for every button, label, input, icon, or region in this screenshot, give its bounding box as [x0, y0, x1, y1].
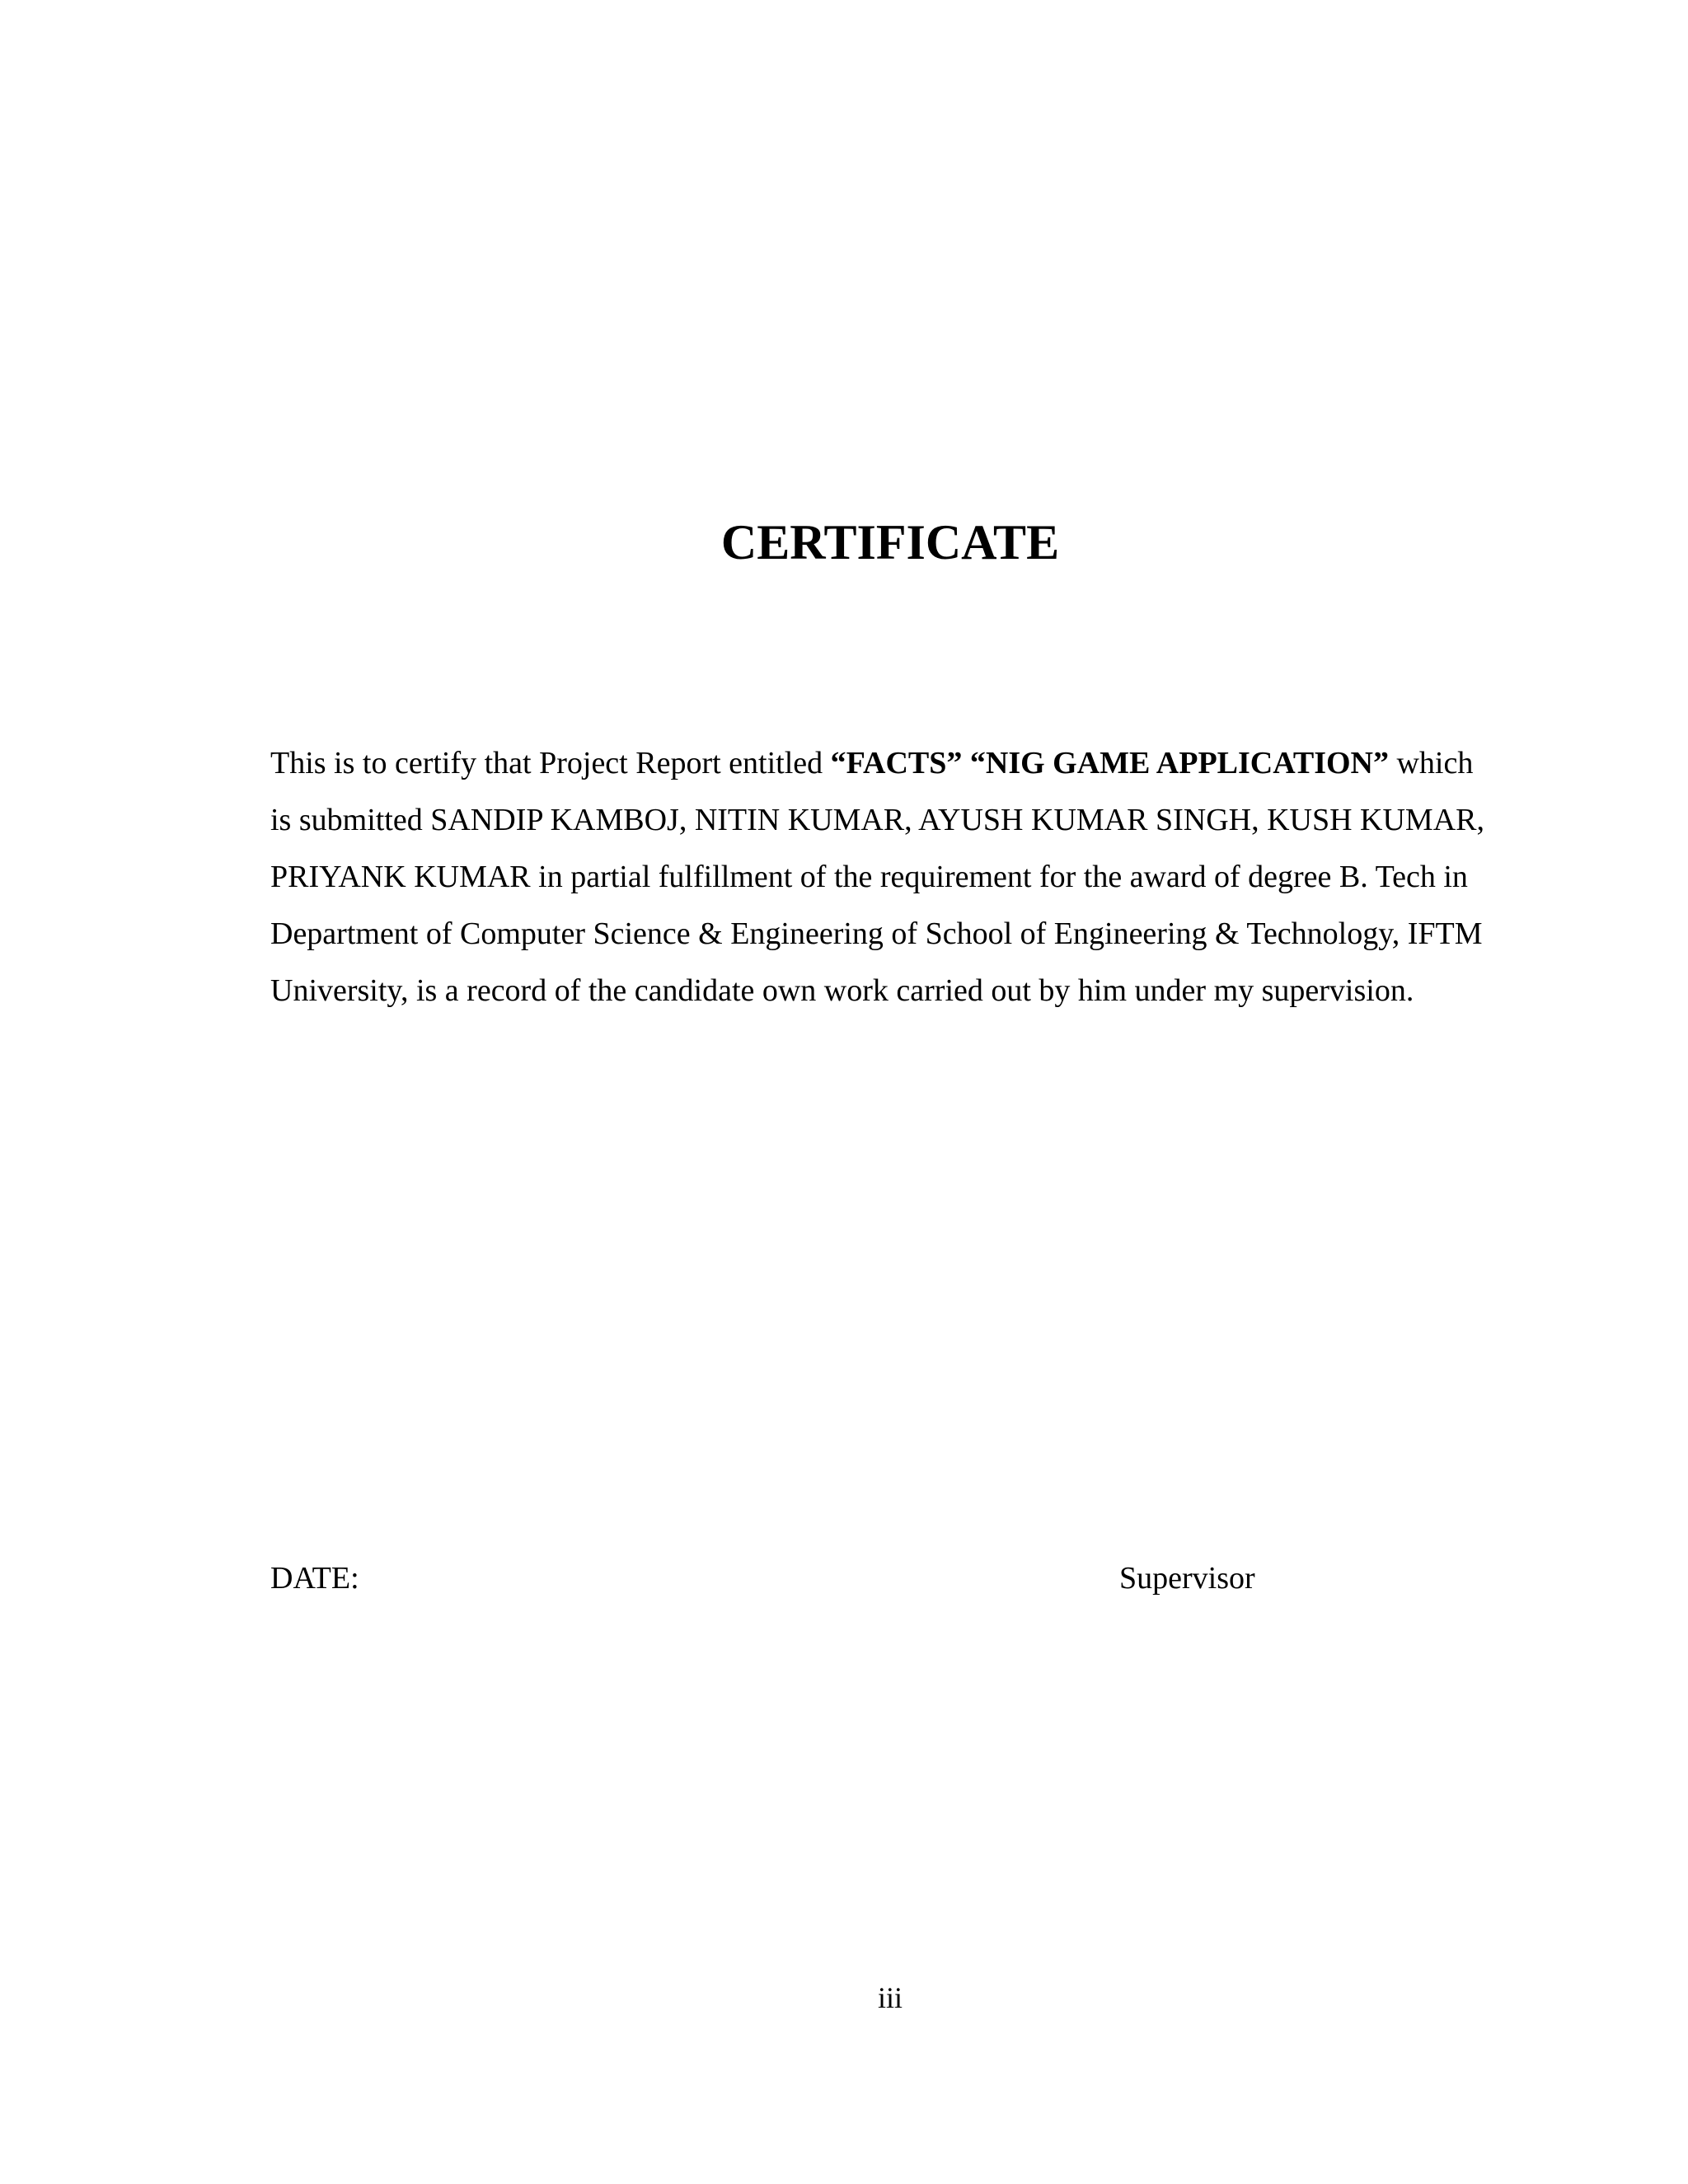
- page-number: iii: [877, 1981, 903, 2014]
- certificate-body: [270, 735, 1490, 1019]
- project-name: “FACTS” “NIG GAME APPLICATION”: [830, 746, 1389, 780]
- body-rest: which is submitted SANDIP KAMBOJ, NITIN KUMAR, AYUSH KUMAR SINGH, KUSH KUMAR, PRIYANK KUMAR in partial fulfillment of the requirement for the award of degree B. Tech in Department of Computer Science & Engineering of School of Engineering & Technology, IFTM University, is a record of the candidate own work carried out by him under my supervision.: [270, 746, 1485, 1008]
- date-label: DATE:: [270, 1561, 359, 1596]
- certificate-title: CERTIFICATE: [720, 515, 1060, 569]
- body-intro: This is to certify that Project Report entitled: [270, 746, 831, 780]
- supervisor-label: Supervisor: [1119, 1561, 1255, 1596]
